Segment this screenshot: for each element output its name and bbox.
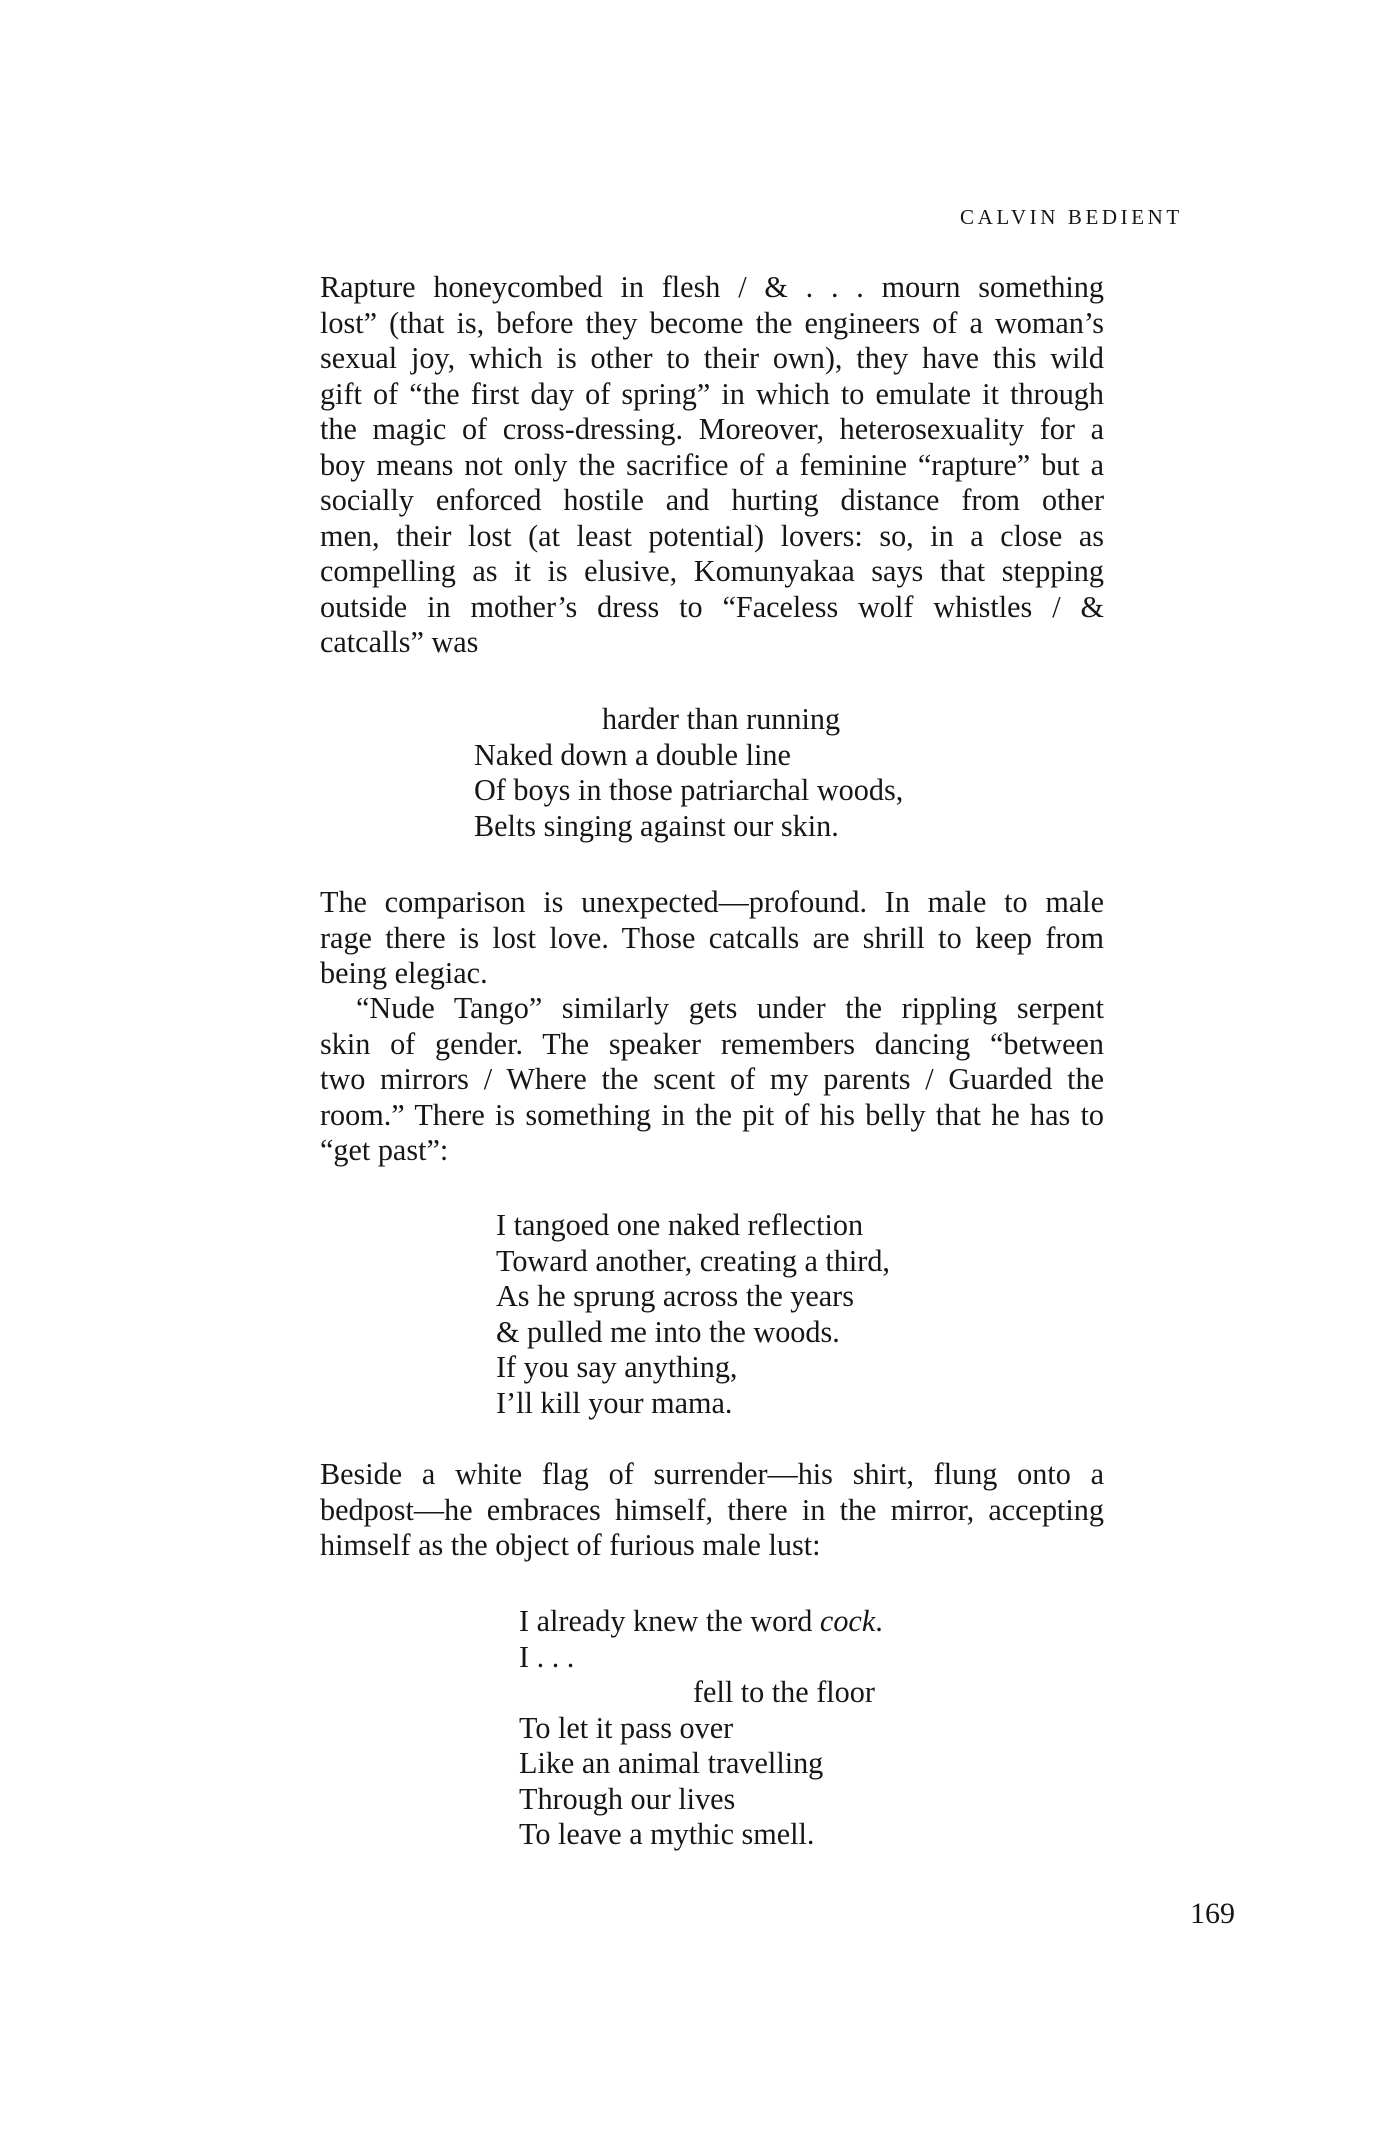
text-line: “Nude Tango” similarly gets under the rippling serpent — [356, 991, 1104, 1025]
poem-line: fell to the floor — [693, 1675, 875, 1709]
text-line: gift of “the first day of spring” in which to emulate it through — [320, 376, 1104, 411]
poem-italic-word: cock — [819, 1604, 876, 1638]
paragraph-4 — [320, 1457, 1104, 1564]
text-line: bedpost—he embraces himself, there in the mirror, accepting — [320, 1492, 1104, 1527]
poem-excerpt-3 — [519, 1604, 883, 1853]
poem-line: I’ll kill your mama. — [496, 1385, 733, 1420]
text-line: the magic of cross-dressing. Moreover, heterosexuality for a — [320, 412, 1104, 446]
paragraph-1 — [320, 270, 1104, 661]
poem-line: To let it pass over — [519, 1710, 734, 1745]
poem-line: If you say anything, — [496, 1350, 738, 1384]
text-line: two mirrors / Where the scent of my parents / Guarded the — [320, 1062, 1104, 1096]
text-line: The comparison is unexpected—profound. In male to male — [320, 885, 1104, 919]
poem-line: Of boys in those patriarchal woods, — [474, 773, 904, 807]
poem-line: Through our lives — [519, 1781, 736, 1816]
text-line: outside in mother’s dress to “Faceless wolf whistles / & — [320, 589, 1104, 624]
text-line: boy means not only the sacrifice of a feminine “rapture” but a — [320, 447, 1104, 482]
poem-line: & pulled me into the woods. — [496, 1314, 840, 1349]
poem-line: Naked down a double line — [474, 737, 791, 772]
text-line: room.” There is something in the pit of his belly that he has to — [320, 1097, 1104, 1132]
poem-line-punct: . — [875, 1604, 883, 1638]
text-line: “get past”: — [320, 1133, 449, 1167]
poem-excerpt-1 — [474, 702, 903, 844]
poem-line: I . . . — [519, 1639, 575, 1674]
text-line: Beside a white flag of surrender—his shirt, flung onto a — [320, 1457, 1104, 1491]
paragraph-3 — [320, 991, 1104, 1169]
text-line: lost” (that is, before they become the engineers of a woman’s — [320, 305, 1104, 340]
text-line: sexual joy, which is other to their own), they have this wild — [320, 341, 1104, 375]
poem-excerpt-2 — [496, 1208, 890, 1421]
poem-line: To leave a mythic smell. — [519, 1817, 815, 1851]
poem-line: harder than running — [602, 702, 841, 736]
text-line: socially enforced hostile and hurting distance from other — [320, 483, 1104, 517]
text-line: men, their lost (at least potential) lovers: so, in a close as — [320, 518, 1104, 553]
poem-line: Like an animal travelling — [519, 1746, 824, 1780]
text-line: skin of gender. The speaker remembers dancing “between — [320, 1026, 1104, 1061]
running-head: CALVIN BEDIENT — [960, 205, 1183, 229]
text-line: Rapture honeycombed in flesh / & . . . mourn something — [320, 270, 1104, 304]
poem-line-text: I already knew the word — [519, 1604, 820, 1638]
text-line: rage there is lost love. Those catcalls are shrill to keep from — [320, 920, 1104, 955]
poem-line: I tangoed one naked reflection — [496, 1208, 864, 1242]
poem-line: Belts singing against our skin. — [474, 808, 839, 843]
paragraph-2 — [320, 885, 1104, 992]
text-line: catcalls” was — [320, 625, 479, 659]
text-line: being elegiac. — [320, 956, 488, 990]
poem-line: Toward another, creating a third, — [496, 1243, 890, 1278]
text-line: compelling as it is elusive, Komunyakaa says that stepping — [320, 554, 1104, 588]
poem-line: As he sprung across the years — [496, 1279, 854, 1313]
page-number: 169 — [1190, 1897, 1235, 1930]
poem-line — [519, 1604, 883, 1640]
text-line: himself as the object of furious male lust: — [320, 1528, 821, 1562]
